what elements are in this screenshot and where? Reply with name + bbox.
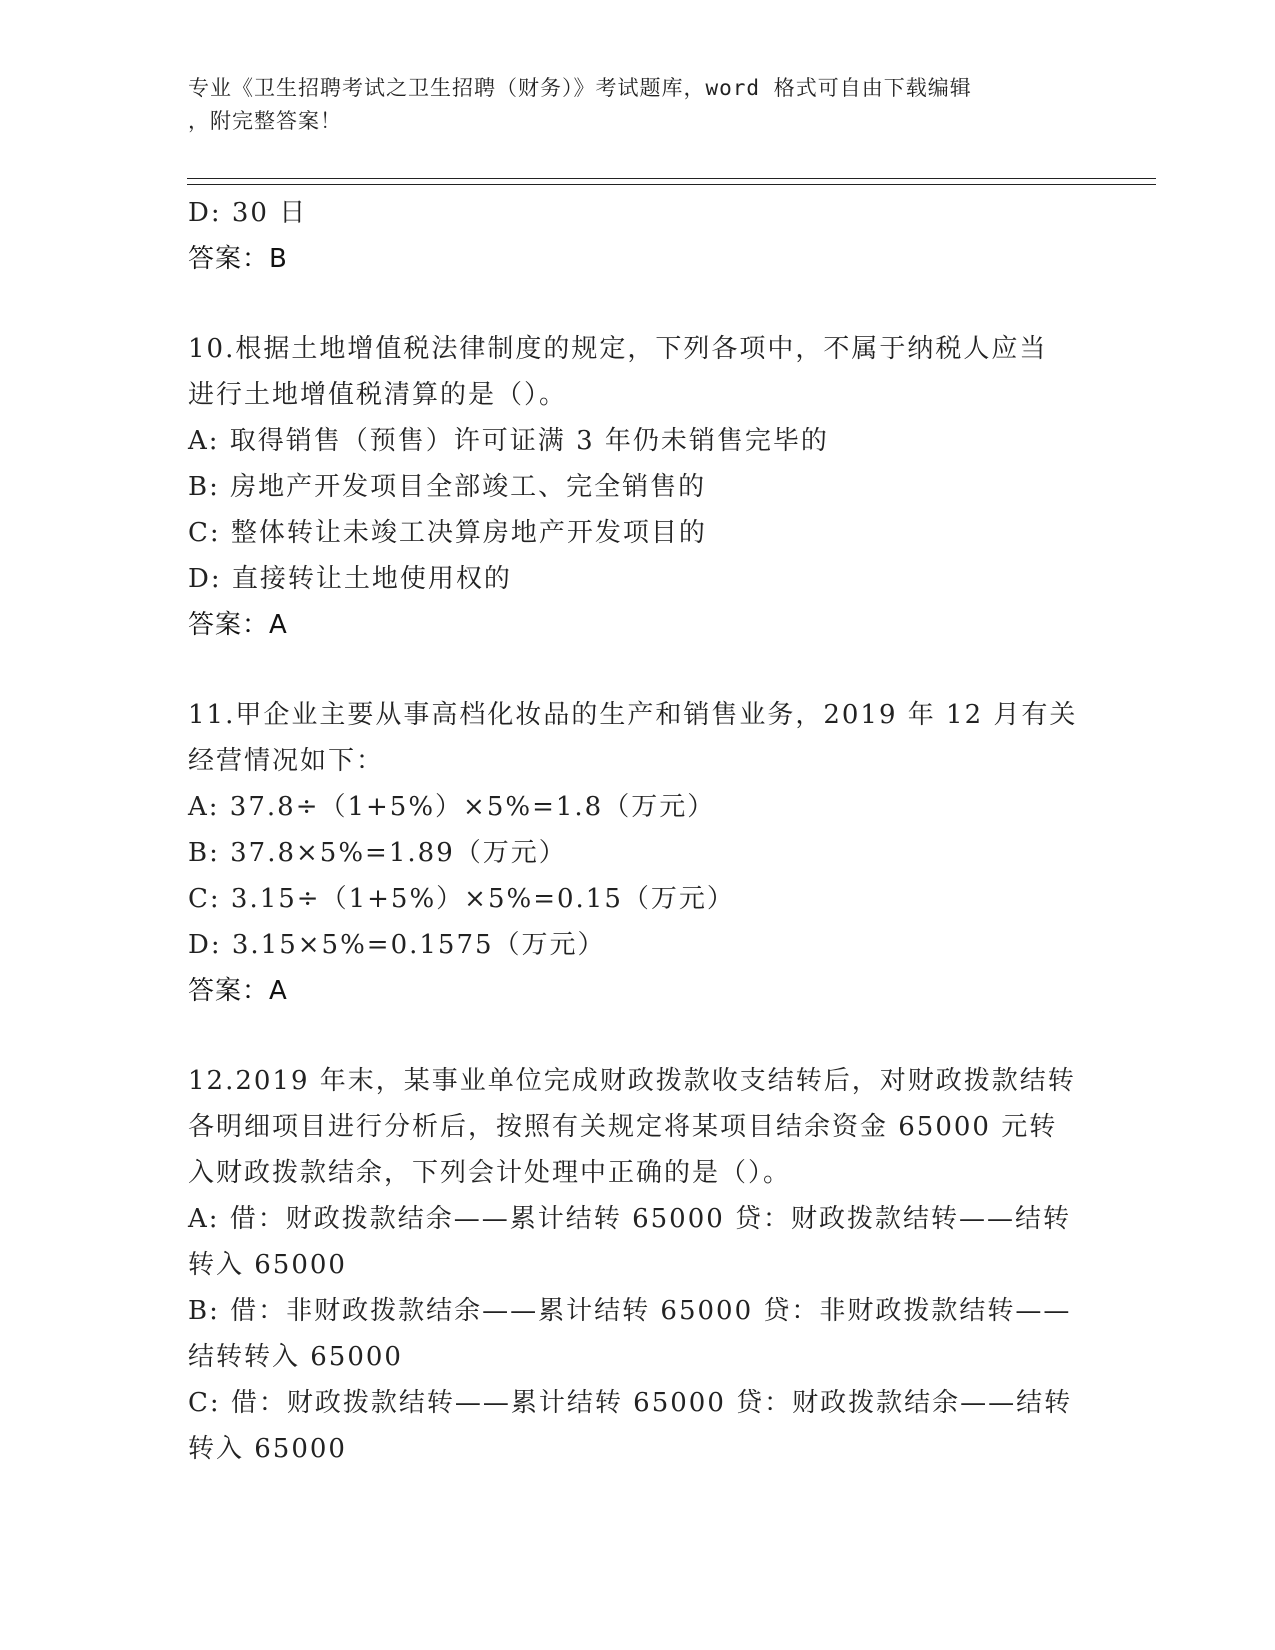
header-divider-top xyxy=(187,178,1156,179)
option-b-continued: 结转转入 65000 xyxy=(188,1342,403,1372)
question-stem: 进行土地增值税清算的是（）。 xyxy=(188,380,568,410)
option-c: C: 3.15÷（1+5%）×5%=0.15（万元） xyxy=(188,884,735,914)
option-d: D: 直接转让土地使用权的 xyxy=(188,564,512,594)
question-stem: 10.根据土地增值税法律制度的规定，下列各项中，不属于纳税人应当 xyxy=(188,334,1048,364)
question-12 xyxy=(188,1058,1088,1472)
question-stem: 12.2019 年末，某事业单位完成财政拨款收支结转后，对财政拨款结转 xyxy=(188,1066,1076,1096)
option-c-continued: 转入 65000 xyxy=(188,1434,347,1464)
answer: 答案：B xyxy=(188,244,288,274)
option-a: A: 37.8÷（1+5%）×5%=1.8（万元） xyxy=(188,792,716,822)
question-stem: 入财政拨款结余，下列会计处理中正确的是（）。 xyxy=(188,1158,792,1188)
question-content xyxy=(188,190,1088,1472)
option-c: C: 整体转让未竣工决算房地产开发项目的 xyxy=(188,518,707,548)
question-11 xyxy=(188,692,1088,1014)
option-a-continued: 转入 65000 xyxy=(188,1250,347,1280)
question-stem: 各明细项目进行分析后，按照有关规定将某项目结余资金 65000 元转 xyxy=(188,1112,1058,1142)
option-b: B: 房地产开发项目全部竣工、完全销售的 xyxy=(188,472,707,502)
option-d: D: 30 日 xyxy=(188,198,308,228)
option-b: B: 借：非财政拨款结余——累计结转 65000 贷：非财政拨款结转—— xyxy=(188,1296,1072,1326)
header-divider-bottom xyxy=(187,184,1156,185)
answer: 答案：A xyxy=(188,976,288,1006)
header-line-1: 专业《卫生招聘考试之卫生招聘（财务）》考试题库，word 格式可自由下载编辑 xyxy=(188,76,972,100)
question-10 xyxy=(188,326,1088,648)
header-line-2: ，附完整答案！ xyxy=(188,109,342,133)
question-stem: 11.甲企业主要从事高档化妆品的生产和销售业务，2019 年 12 月有关 xyxy=(188,700,1078,730)
option-c: C: 借：财政拨款结转——累计结转 65000 贷：财政拨款结余——结转 xyxy=(188,1388,1073,1418)
answer: 答案：A xyxy=(188,610,288,640)
option-a: A: 借：财政拨款结余——累计结转 65000 贷：财政拨款结转——结转 xyxy=(188,1204,1072,1234)
document-header xyxy=(188,72,1068,138)
question-stem: 经营情况如下： xyxy=(188,746,385,776)
previous-question-tail xyxy=(188,190,1088,282)
option-b: B: 37.8×5%=1.89（万元） xyxy=(188,838,567,868)
option-d: D: 3.15×5%=0.1575（万元） xyxy=(188,930,606,960)
option-a: A: 取得销售（预售）许可证满 3 年仍未销售完毕的 xyxy=(188,426,829,456)
